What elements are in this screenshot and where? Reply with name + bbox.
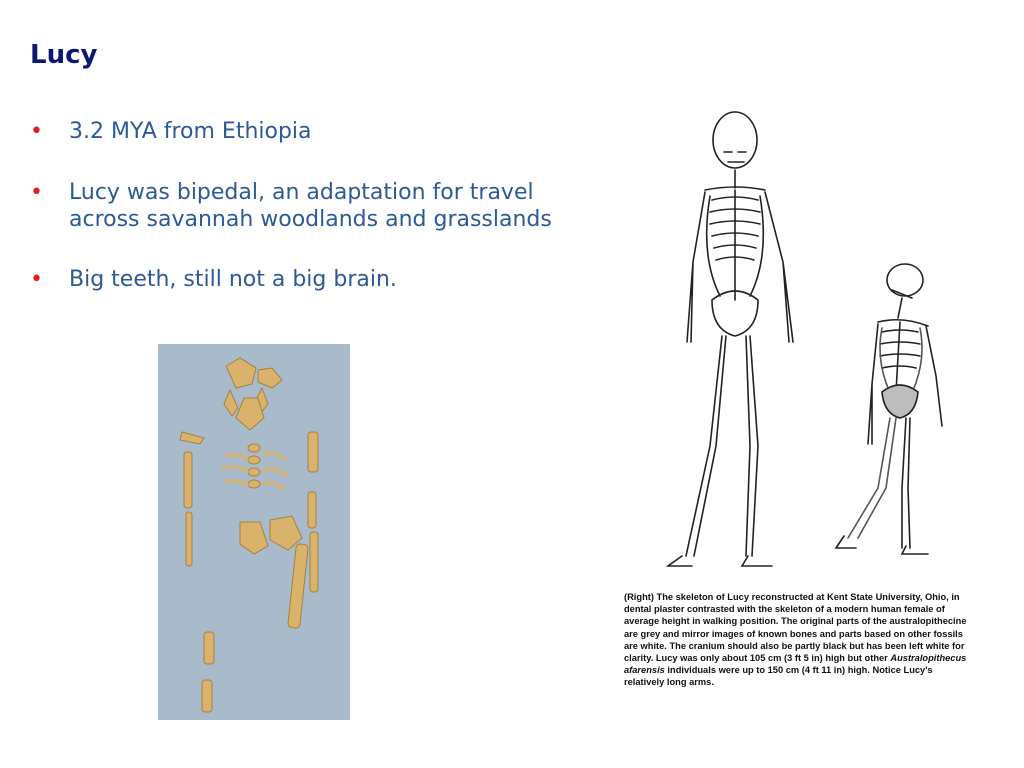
figure-caption: [624, 591, 974, 689]
bullet-list: [30, 118, 630, 326]
lucy-fossil-photo: [158, 344, 350, 720]
human-skeleton: [668, 112, 793, 566]
bullet-item: [30, 118, 630, 145]
caption-species: Australopithecus afarensis: [624, 653, 967, 676]
bullet-text: 3.2 MYA from Ethiopia: [69, 119, 312, 144]
bullet-marker-icon: •: [30, 180, 43, 205]
bullet-text: Lucy was bipedal, an adaptation for travel across savannah woodlands and grasslands: [69, 180, 552, 232]
bullet-item: [30, 266, 630, 293]
bullet-marker-icon: •: [30, 119, 43, 144]
caption-text: (Right) The skeleton of Lucy reconstructed at Kent State University, Ohio, in dental plaster contrasted with the skeleton of a modern human female of average height in walking position. The original parts of the australopithecine are grey and mirror images of known bones and parts based on other fossils are white. The cranium should also be partly black but has been left white for clarity. Lucy was only about 105 cm (3 ft 5 in) high but other: [624, 592, 967, 664]
lucy-skeleton: [836, 264, 942, 554]
caption-text-end: individuals were up to 150 cm (4 ft 11 in) high. Notice Lucy's relatively long arms.: [624, 665, 933, 688]
skeleton-comparison-drawing: [620, 100, 970, 590]
bullet-text: Big teeth, still not a big brain.: [69, 267, 397, 292]
bullet-item: [30, 179, 630, 233]
slide-title: Lucy: [30, 40, 98, 70]
bullet-marker-icon: •: [30, 267, 43, 292]
